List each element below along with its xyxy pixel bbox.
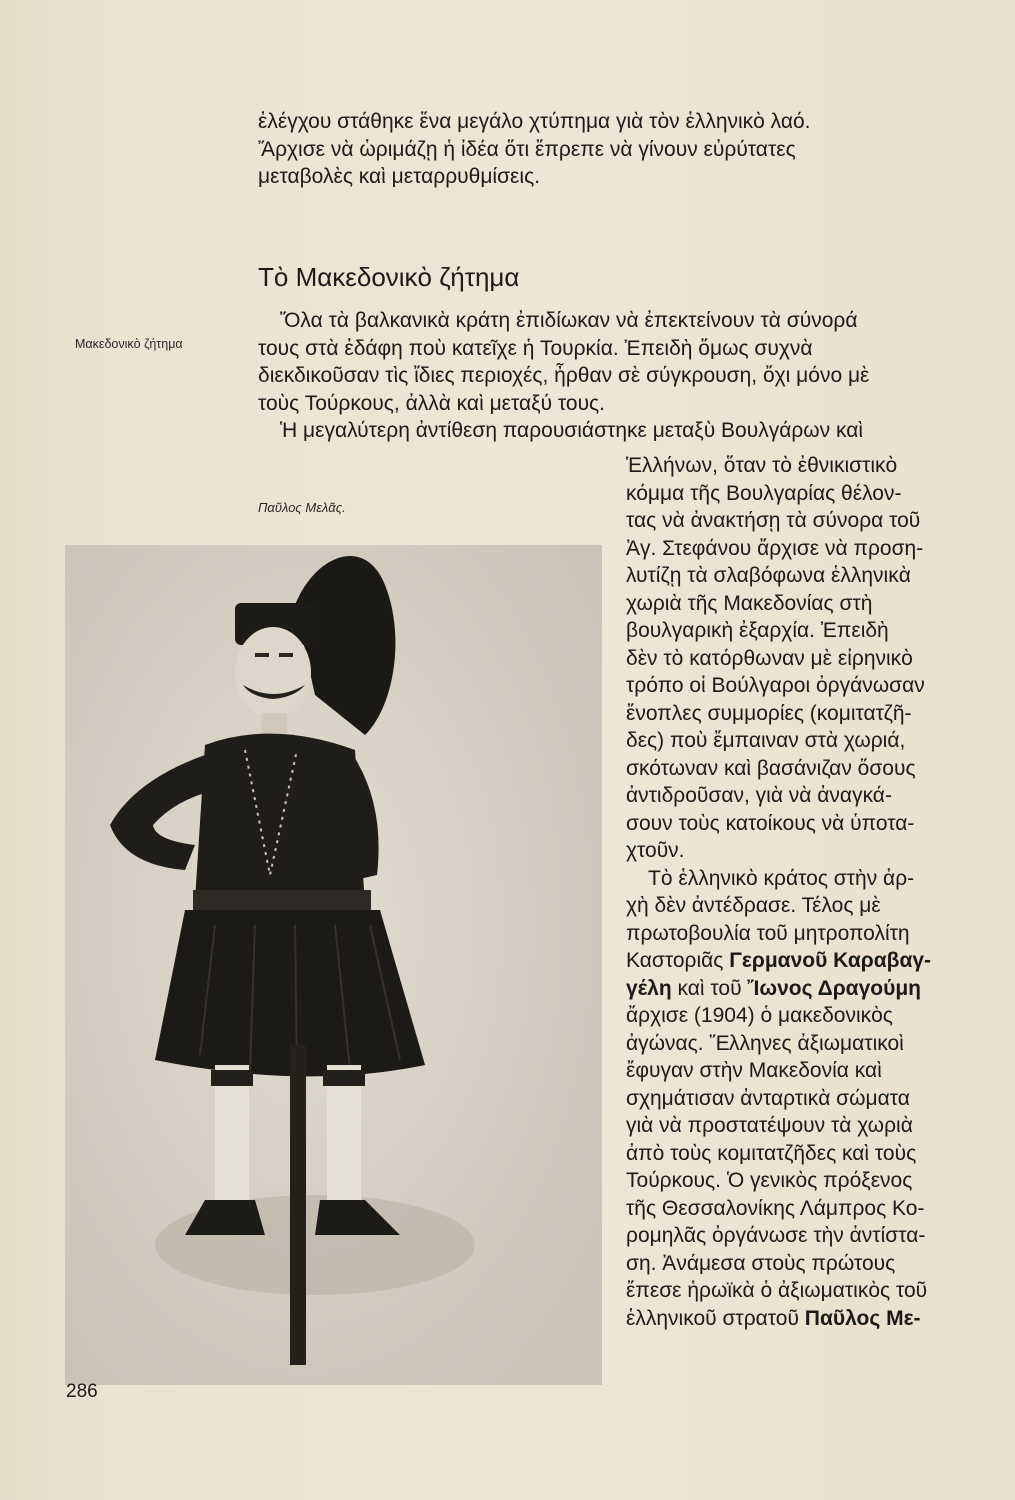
column-line-26: ἀπὸ τοὺς κομιτατζῆδες καὶ τοὺς: [626, 1141, 917, 1165]
column-line-9: τρόπο οἱ Βούλγαροι ὀργάνωσαν: [626, 674, 925, 697]
full-line-4: τοὺς Τούρκους, ἀλλὰ καὶ μεταξύ τους.: [258, 391, 606, 415]
intro-paragraph: [258, 108, 990, 191]
intro-line-2: Ἄρχισε νὰ ὡριμάζῃ ἡ ἰδέα ὅτι ἔπρεπε νὰ γίνουν εὐρύτατες: [258, 137, 796, 161]
full-line-5: Ἡ μεγαλύτερη ἀντίθεση παρουσιάστηκε μεταξὺ Βουλγάρων καὶ: [280, 419, 864, 442]
column-line-13: ἀντιδροῦσαν, γιὰ νὰ ἀναγκά-: [626, 784, 892, 807]
column-line-32-pre: ἑλληνικοῦ στρατοῦ: [626, 1306, 805, 1330]
margin-note: Μακεδονικὸ ζήτημα: [75, 337, 183, 351]
column-line-17: χὴ δὲν ἀντέδρασε. Τέλος μὲ: [626, 894, 881, 917]
full-line-3: διεκδικοῦσαν τὶς ἴδιες περιοχές, ἦρθαν σὲ σύγκρουση, ὄχι μόνο μὲ: [258, 364, 870, 387]
column-line-8: δὲν τὸ κατόρθωναν μὲ εἰρηνικὸ: [626, 646, 913, 670]
right-column: [626, 452, 980, 1332]
column-line-16: Τὸ ἑλληνικὸ κράτος στὴν ἀρ-: [648, 866, 915, 890]
column-line-10: ἔνοπλες συμμορίες (κομιτατζῆ-: [626, 701, 912, 725]
column-line-29: ρομηλᾶς ὀργάνωσε τὴν ἀντίστα-: [626, 1224, 926, 1247]
portrait-illustration: [65, 545, 602, 1385]
column-line-20-mid: καὶ τοῦ: [671, 976, 748, 1000]
page-number: 286: [66, 1381, 98, 1402]
column-line-31: ἔπεσε ἡρωϊκὰ ὁ ἀξιωματικὸς τοῦ: [626, 1279, 928, 1302]
column-line-12: σκότωναν καὶ βασάνιζαν ὅσους: [626, 756, 916, 780]
bleed-through: ·········: [62, 279, 95, 291]
column-line-7: βουλγαρικὴ ἐξαρχία. Ἐπειδὴ: [626, 619, 889, 642]
column-line-25: γιὰ νὰ προστατέψουν τὰ χωριὰ: [626, 1114, 913, 1137]
name-pavlos-melas: Παῦλος Με-: [804, 1306, 921, 1330]
photo-caption: Παῦλος Μελᾶς.: [258, 500, 346, 515]
column-line-18: πρωτοβουλία τοῦ μητροπολίτη: [626, 921, 910, 945]
column-line-4: Ἁγ. Στεφάνου ἄρχισε νὰ προση-: [626, 536, 924, 560]
portrait-photo: [65, 545, 602, 1385]
column-line-5: λυτίζῃ τὰ σλαβόφωνα ἑλληνικὰ: [626, 564, 911, 587]
column-line-2: κόμμα τῆς Βουλγαρίας θέλον-: [626, 481, 902, 505]
intro-line-1: ἐλέγχου στάθηκε ἕνα μεγάλο χτύπημα γιὰ τὸν ἑλληνικὸ λαό.: [258, 110, 811, 133]
column-line-15: χτοῦν.: [626, 839, 685, 862]
column-line-11: δες) ποὺ ἔμπαιναν στὰ χωριά,: [626, 729, 906, 752]
column-line-30: ση. Ἀνάμεσα στοὺς πρώτους: [626, 1251, 896, 1275]
column-line-3: τας νὰ ἀνακτήσῃ τὰ σύνορα τοῦ: [626, 509, 921, 532]
column-line-32: [626, 1305, 980, 1333]
name-ionos-dragoumis: Ἴωνος Δραγούμη: [747, 976, 921, 1000]
column-line-27: Τούρκους. Ὁ γενικὸς πρόξενος: [626, 1169, 913, 1192]
column-line-19-pre: Καστοριᾶς: [626, 949, 730, 972]
intro-line-3: μεταβολὲς καὶ μεταρρυθμίσεις.: [258, 165, 541, 188]
column-line-24: σχημάτισαν ἀνταρτικὰ σώματα: [626, 1086, 910, 1110]
column-line-19: [626, 947, 980, 975]
column-line-6: χωριὰ τῆς Μακεδονίας στὴ: [626, 591, 873, 615]
column-line-22: ἀγώνας. Ἕλληνες ἀξιωματικοὶ: [626, 1031, 904, 1055]
full-line-2: τους στὰ ἐδάφη ποὺ κατεῖχε ἡ Τουρκία. Ἐπειδὴ ὅμως συχνὰ: [258, 336, 813, 360]
column-line-1: Ἑλλήνων, ὅταν τὸ ἐθνικιστικὸ: [626, 454, 898, 477]
section-heading: Τὸ Μακεδονικὸ ζήτημα: [258, 262, 520, 292]
column-line-21: ἄρχισε (1904) ὁ μακεδονικὸς: [626, 1004, 893, 1027]
full-line-1: Ὅλα τὰ βαλκανικὰ κράτη ἐπιδίωκαν νὰ ἐπεκτείνουν τὰ σύνορά: [280, 309, 858, 332]
column-line-14: σουν τοὺς κατοίκους νὰ ὑποτα-: [626, 811, 915, 835]
name-germanos-karavangelis: Γερμανοῦ Καραβαγ-: [729, 949, 932, 972]
column-line-20: [626, 975, 980, 1003]
full-width-paragraph: [258, 307, 990, 445]
column-line-23: ἔφυγαν στὴν Μακεδονία καὶ: [626, 1059, 882, 1082]
name-karavangelis-end: γέλη: [626, 976, 672, 1000]
column-line-28: τῆς Θεσσαλονίκης Λάμπρος Κο-: [626, 1196, 925, 1220]
